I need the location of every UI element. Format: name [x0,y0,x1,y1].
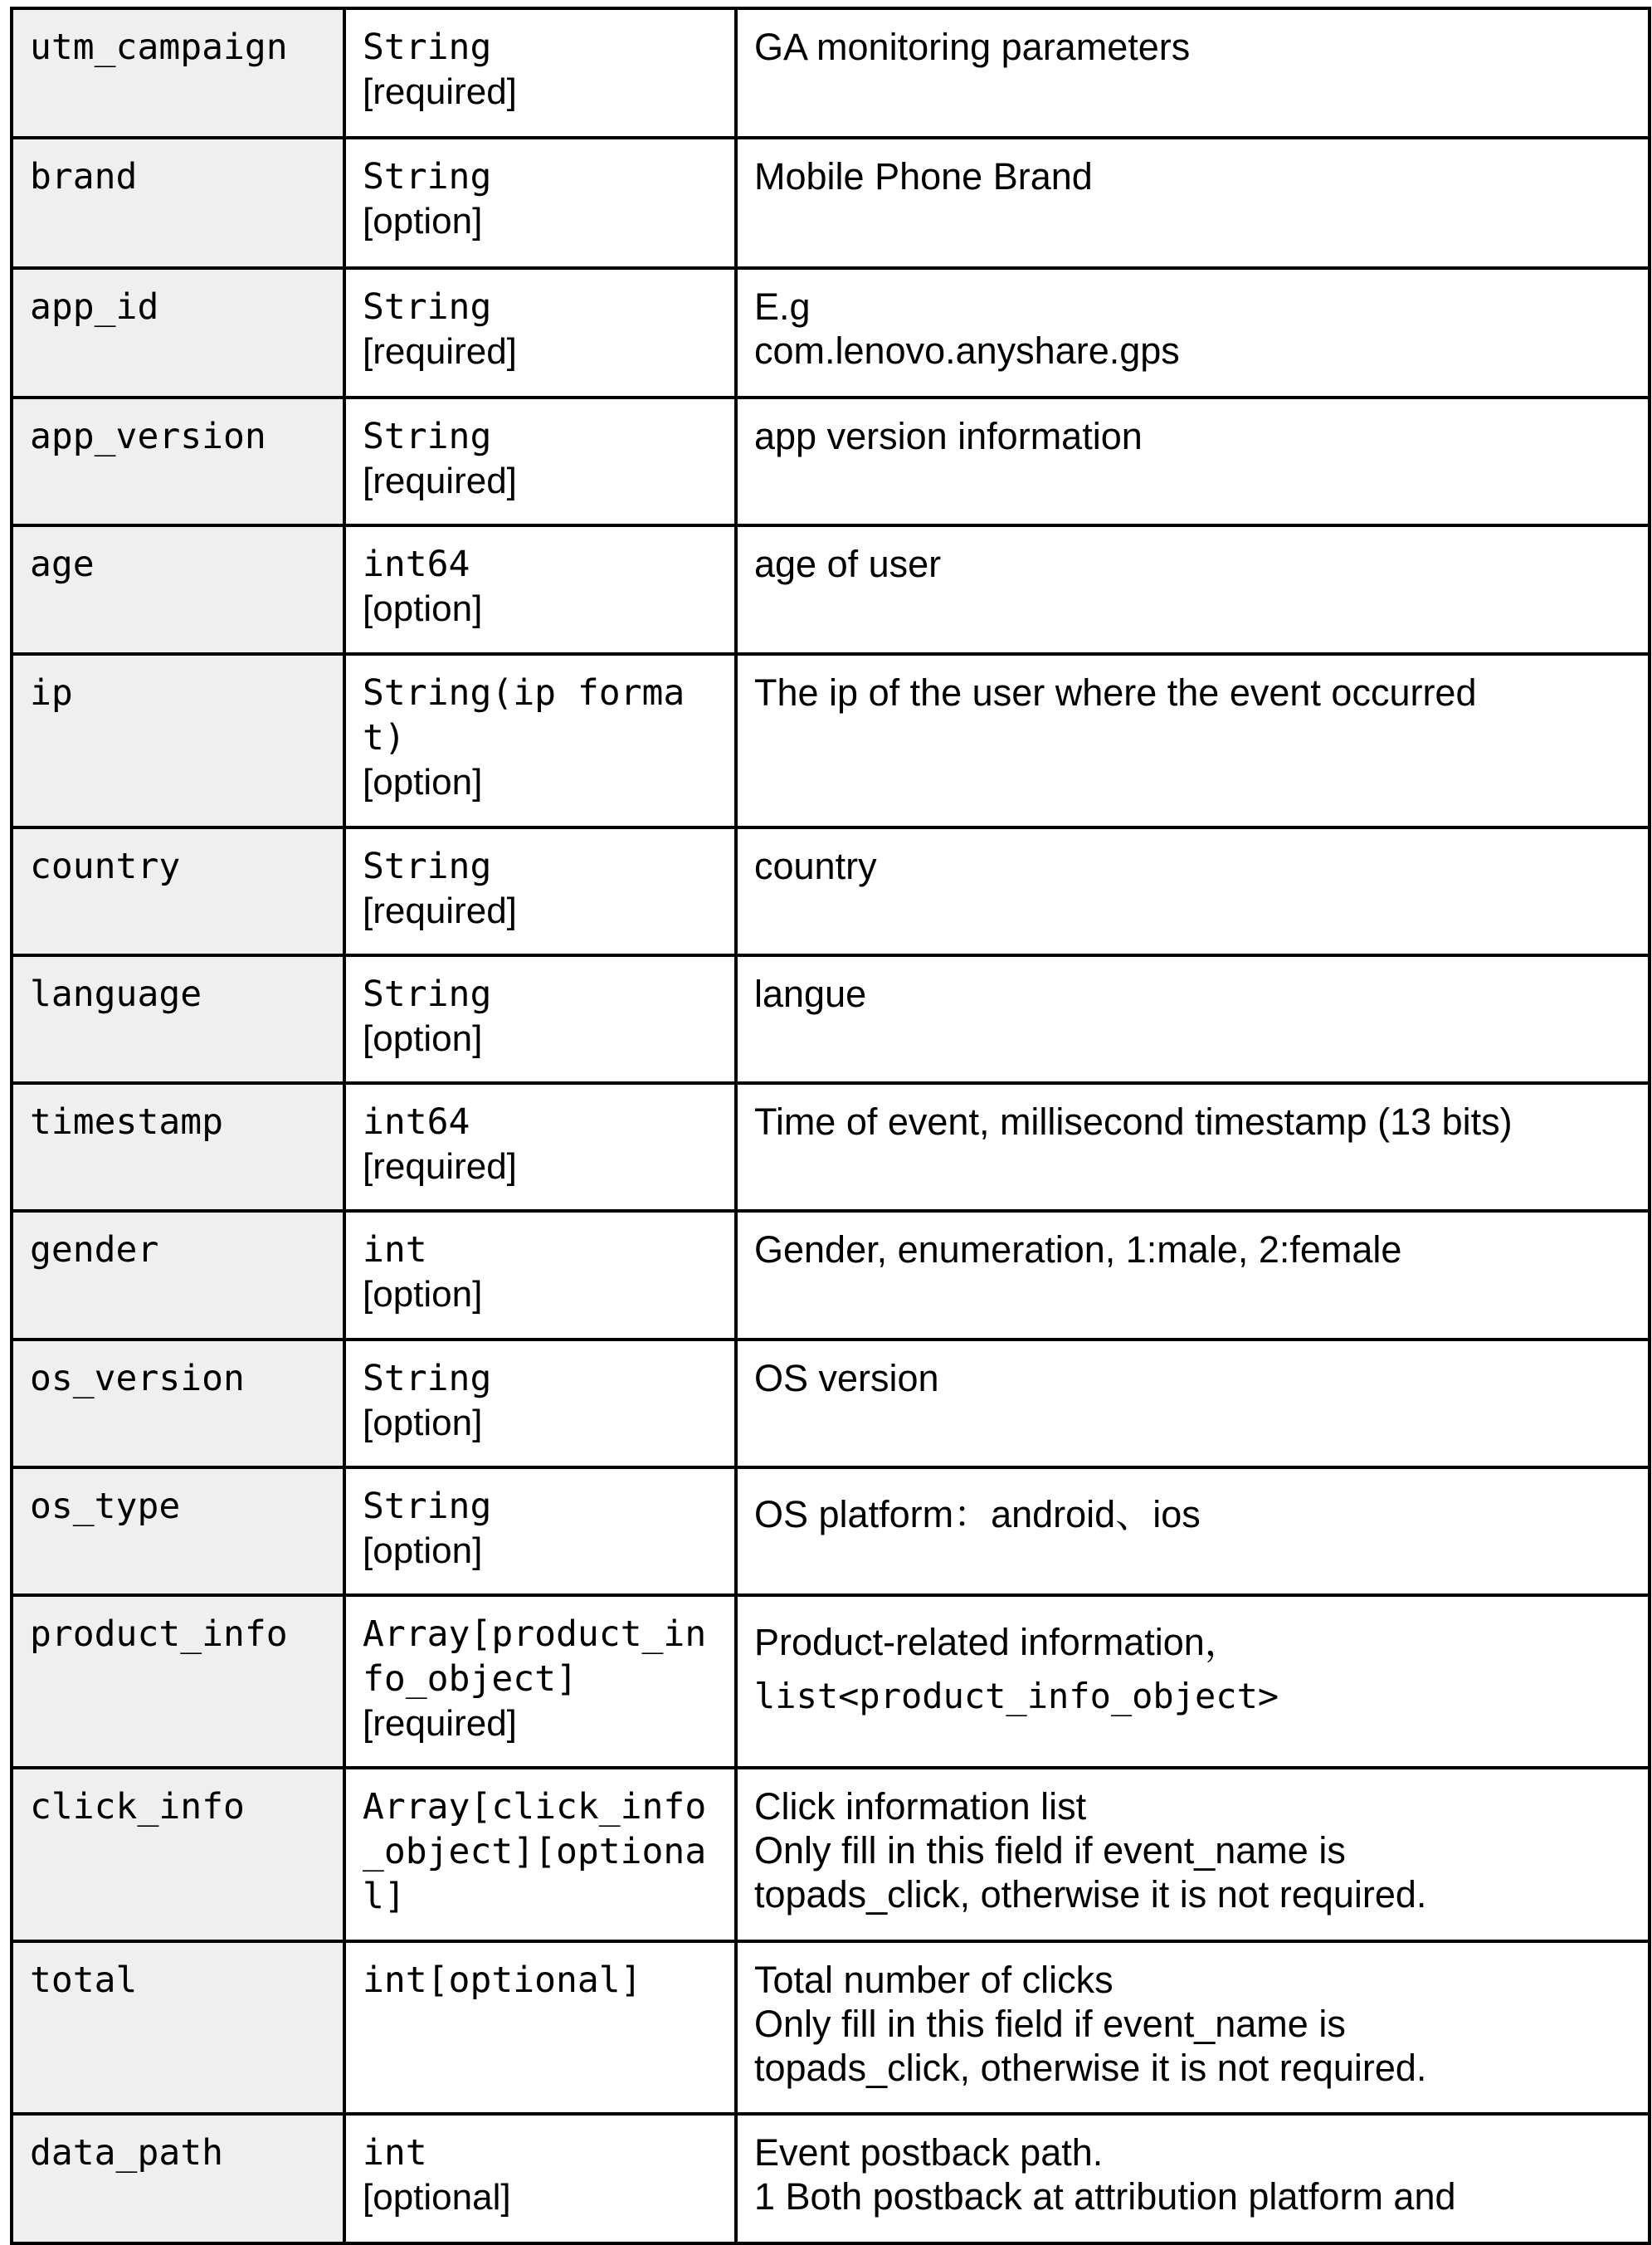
table-row [12,8,1650,138]
param-name: click_info [12,1768,344,1941]
param-description [736,398,1650,525]
param-type-cell [344,1467,736,1595]
param-type: int64 [363,544,470,585]
param-name: product_info [12,1595,344,1768]
param-requirement: [required] [363,1703,517,1744]
param-requirement: [required] [363,891,517,931]
table-row [12,1467,1650,1595]
param-type-cell [344,1941,736,2114]
param-name: app_id [12,268,344,398]
param-description [736,1083,1650,1211]
param-description [736,268,1650,398]
description-line: The ip of the user where the event occurred [754,671,1477,714]
param-type-cell [344,1211,736,1340]
table-row [12,654,1650,827]
param-type: Array[product_info_object] [363,1613,707,1700]
table-row [12,2114,1650,2243]
param-type: String [363,1358,492,1399]
description-line: Click information list [754,1785,1087,1828]
param-name: os_version [12,1340,344,1467]
description-line: OS platform：android、ios [754,1493,1201,1535]
param-type: String [363,846,492,887]
param-description [736,2114,1650,2243]
table-row [12,398,1650,525]
param-requirement: [required] [363,71,517,112]
description-line: E.g [754,286,811,328]
table-row [12,1941,1650,2114]
param-description [736,1211,1650,1340]
description-line: app version information [754,415,1143,457]
param-type-cell [344,525,736,654]
param-name: brand [12,138,344,268]
param-requirement: [option] [363,201,483,242]
param-type: int64 [363,1101,470,1143]
table-row [12,1768,1650,1941]
param-name: gender [12,1211,344,1340]
param-type: String [363,1486,492,1527]
param-type: int[optional] [363,1959,642,2001]
param-type: String [363,156,492,198]
description-line: topads_click, otherwise it is not required. [754,1873,1427,1916]
table-row [12,955,1650,1083]
param-requirement: [option] [363,762,483,803]
param-name: os_type [12,1467,344,1595]
description-line: country [754,845,877,887]
param-requirement: [required] [363,1146,517,1187]
parameters-table [10,7,1651,2245]
param-type: Array[click_info_object][optional] [363,1786,707,1917]
table-row [12,1340,1650,1467]
param-type-cell [344,827,736,955]
param-type-cell [344,1340,736,1467]
param-type: String [363,416,492,457]
param-requirement: [required] [363,331,517,372]
table-row [12,138,1650,268]
param-type: String [363,27,492,68]
description-line: Product-related information， [754,1621,1242,1663]
description-line: age of user [754,543,942,585]
table-row [12,827,1650,955]
param-type-cell [344,398,736,525]
param-type-cell [344,268,736,398]
param-description [736,1340,1650,1467]
param-description [736,1768,1650,1941]
description-line: OS version [754,1357,939,1399]
param-type: String [363,974,492,1015]
param-name: age [12,525,344,654]
param-type-cell [344,1595,736,1768]
param-description [736,827,1650,955]
description-line: com.lenovo.anyshare.gps [754,329,1180,372]
param-type-cell [344,138,736,268]
table-row [12,1083,1650,1211]
table-row [12,1595,1650,1768]
description-line: Mobile Phone Brand [754,155,1093,198]
param-requirement: [option] [363,1530,483,1571]
param-requirement: [required] [363,461,517,501]
param-description [736,525,1650,654]
param-type-cell [344,1083,736,1211]
param-type-cell [344,2114,736,2243]
param-description [736,1941,1650,2114]
description-line: langue [754,973,867,1015]
param-name: country [12,827,344,955]
table-row [12,268,1650,398]
param-requirement: [option] [363,1274,483,1315]
param-type-cell [344,1768,736,1941]
param-description [736,1467,1650,1595]
description-line: topads_click, otherwise it is not required. [754,2047,1427,2089]
description-line: Total number of clicks [754,1959,1114,2001]
table-row [12,525,1650,654]
param-type-cell [344,8,736,138]
param-name: language [12,955,344,1083]
description-line: Only fill in this field if event_name is [754,2003,1346,2045]
param-type: int [363,2132,427,2174]
param-description [736,138,1650,268]
description-line: Event postback path. [754,2131,1104,2174]
param-description [736,8,1650,138]
param-type: String(ip format) [363,672,685,759]
description-line: Only fill in this field if event_name is [754,1829,1346,1872]
param-requirement: [option] [363,588,483,629]
param-description [736,955,1650,1083]
param-name: utm_campaign [12,8,344,138]
param-type-cell [344,955,736,1083]
param-type: int [363,1229,427,1271]
param-requirement: [option] [363,1403,483,1443]
param-name: ip [12,654,344,827]
param-name: app_version [12,398,344,525]
param-type: String [363,286,492,328]
param-description [736,1595,1650,1768]
table-row [12,1211,1650,1340]
param-type-cell [344,654,736,827]
param-requirement: [optional] [363,2177,511,2218]
param-description [736,654,1650,827]
param-name: total [12,1941,344,2114]
description-line: Gender, enumeration, 1:male, 2:female [754,1228,1402,1271]
param-name: timestamp [12,1083,344,1211]
description-line: 1 Both postback at attribution platform and [754,2175,1456,2218]
description-line: GA monitoring parameters [754,26,1191,68]
description-line: list<product_info_object> [754,1676,1279,1716]
param-requirement: [option] [363,1018,483,1059]
param-name: data_path [12,2114,344,2243]
description-line: Time of event, millisecond timestamp (13 bits) [754,1101,1513,1143]
